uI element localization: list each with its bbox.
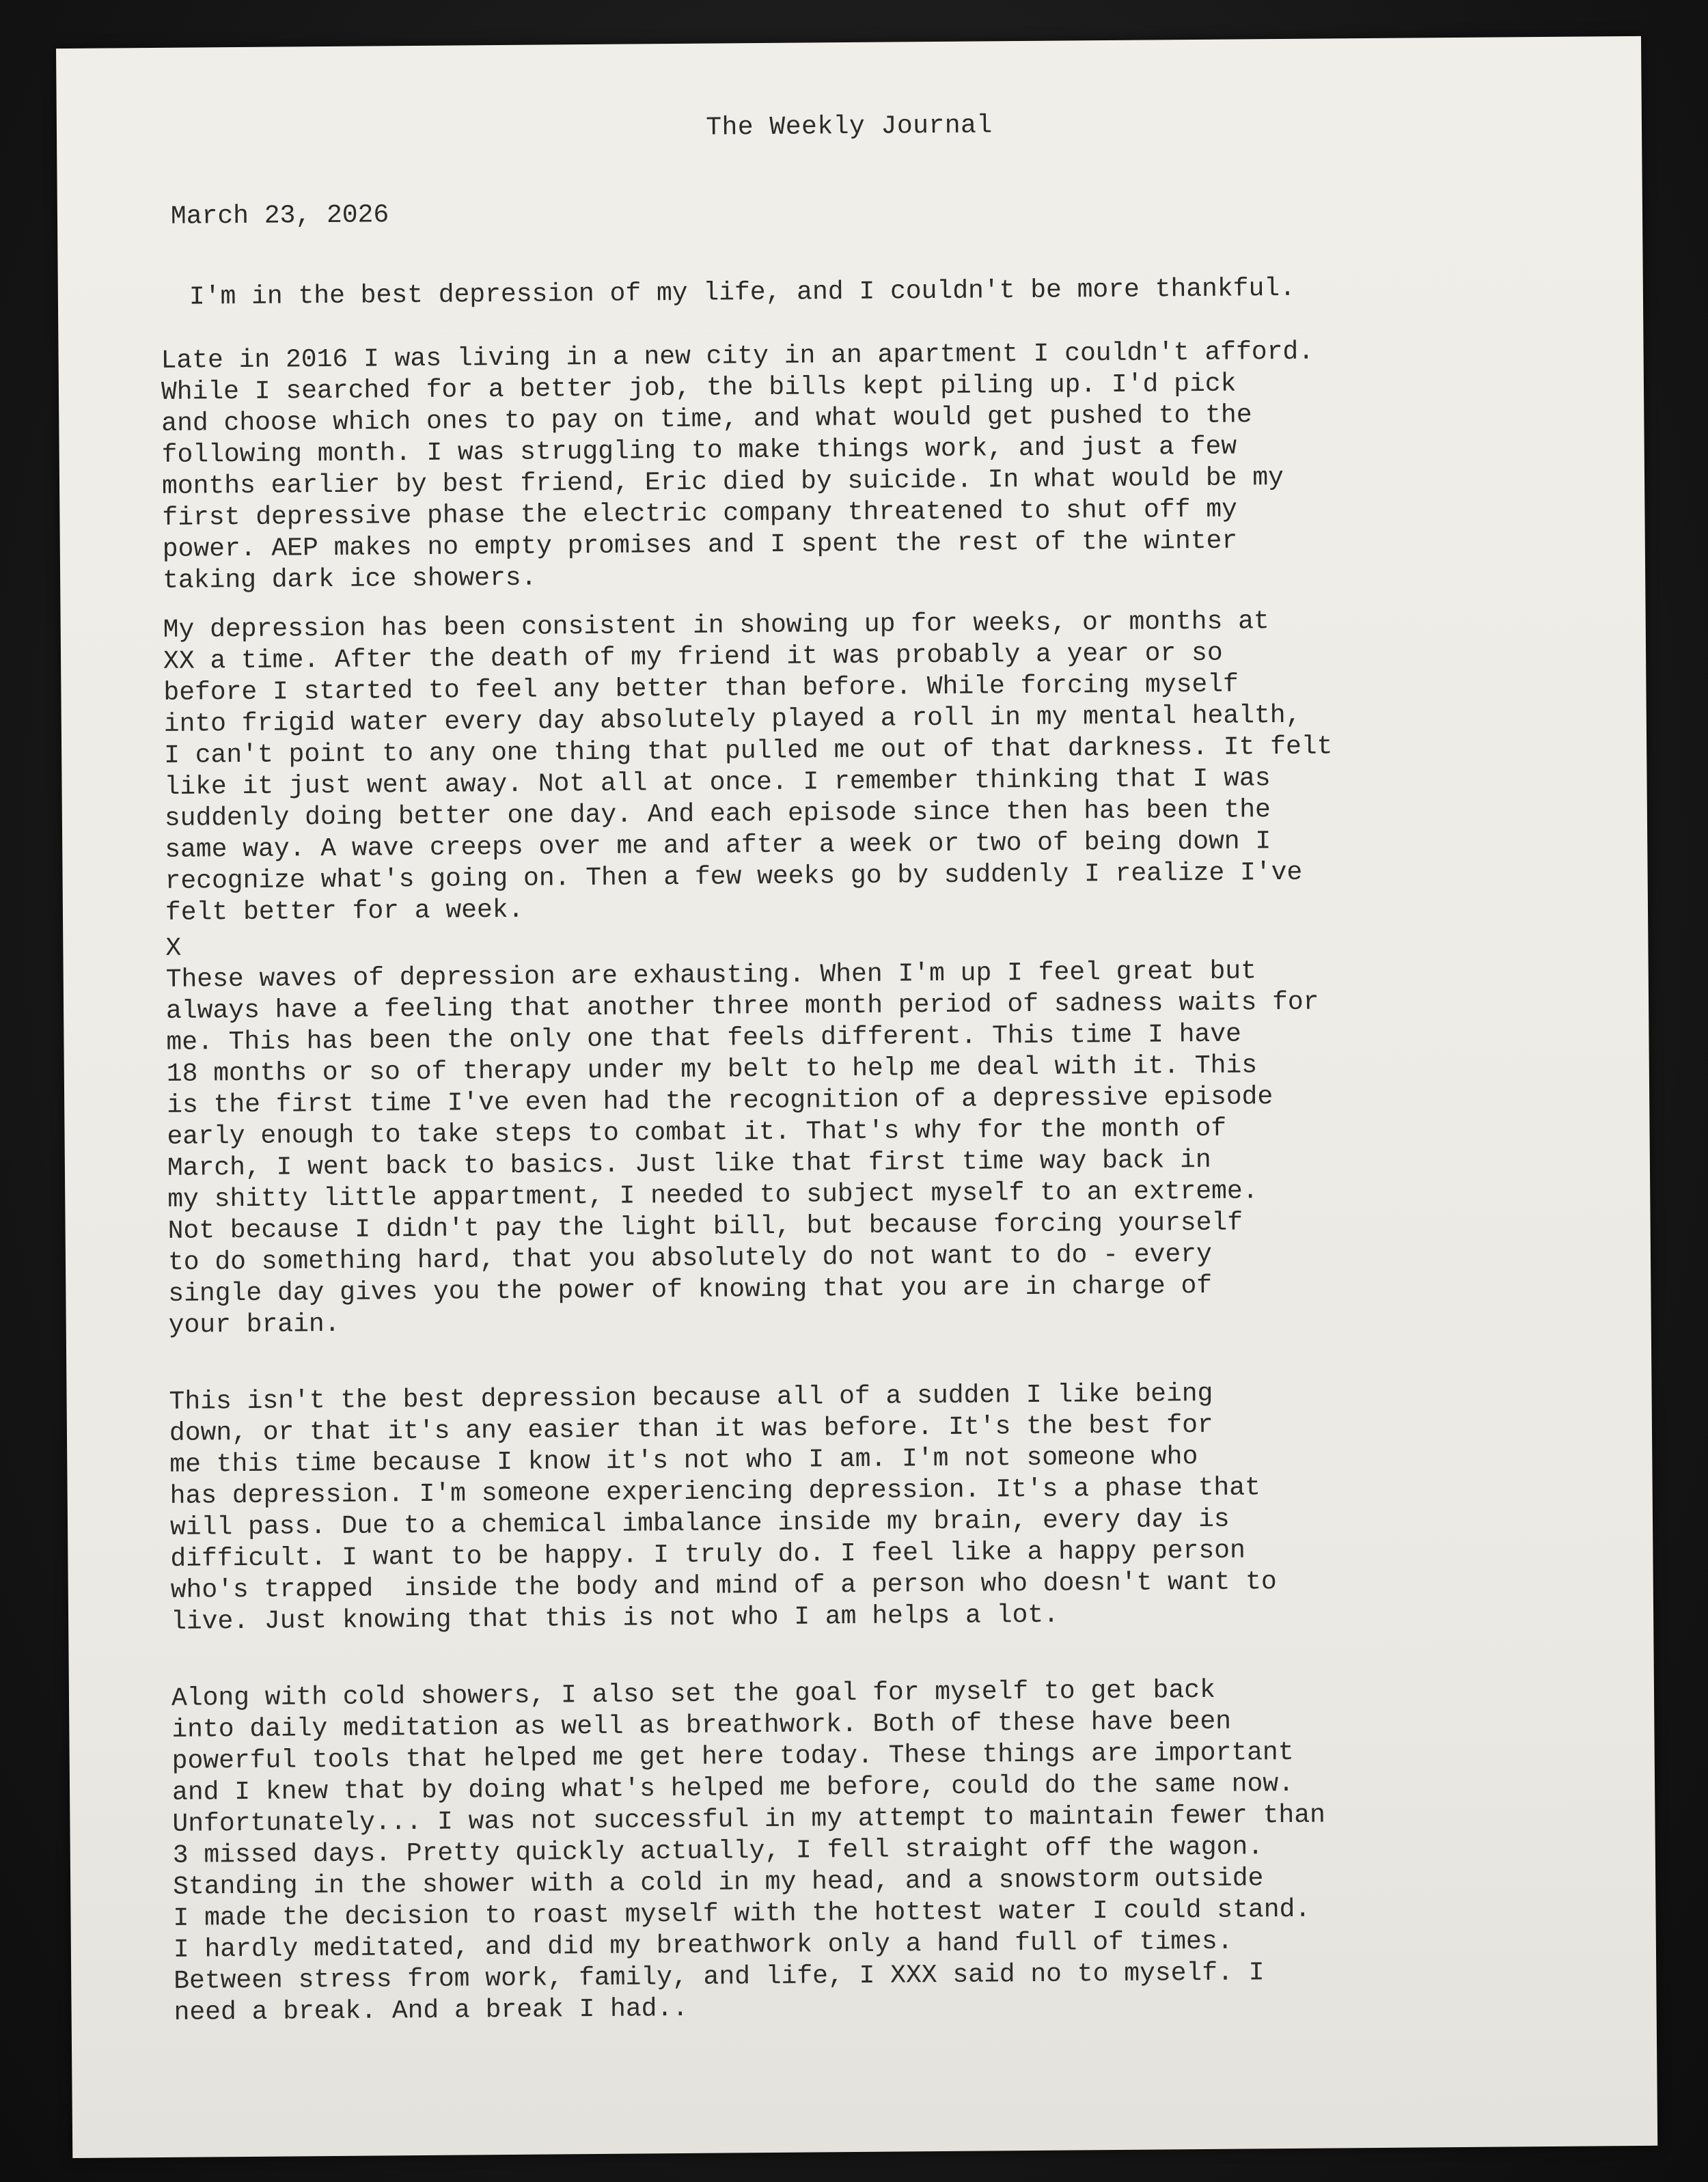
text-line: power. AEP makes no empty promises and I spent the rest of the winter — [162, 526, 1238, 564]
text-line: is the first time I've even had the recognition of a depressive episode — [167, 1082, 1273, 1120]
text-line: XX a time. After the death of my friend it was probably a year or so — [163, 638, 1223, 676]
text-line: following month. I was struggling to make things work, and just a few — [161, 432, 1237, 470]
text-line: Between stress from work, family, and life, I XXX said no to myself. I — [174, 1958, 1265, 1996]
text-line: need a break. And a break I had.. — [174, 1993, 689, 2028]
text-line: Standing in the shower with a cold in my head, and a snowstorm outside — [173, 1864, 1264, 1902]
text-line: I can't point to any one thing that pulled me out of that darkness. It felt — [164, 732, 1333, 771]
paragraph-1 — [161, 335, 1543, 597]
paragraph-4 — [169, 1376, 1551, 1638]
text-line: into frigid water every day absolutely played a roll in my mental health, — [163, 700, 1301, 739]
text-line: down, or that it's any easier than it was before. It's the best for — [169, 1410, 1213, 1448]
paragraph-2 — [163, 604, 1546, 929]
text-line: like it just went away. Not all at once. I remember thinking that I was — [164, 764, 1271, 802]
text-line: March, I went back to basics. Just like that first time way back in — [167, 1145, 1211, 1183]
text-line: This isn't the best depression because all of a sudden I like being — [169, 1379, 1213, 1417]
text-line: first depressive phase the electric company threatened to shut off my — [162, 495, 1238, 533]
text-line: Late in 2016 I was living in a new city in an apartment I couldn't afford. — [161, 337, 1314, 376]
text-line: Unfortunately... I was not successful in my attempt to maintain fewer than — [172, 1800, 1326, 1839]
text-line: live. Just knowing that this is not who I am helps a lot. — [170, 1600, 1060, 1637]
text-line: and I knew that by doing what's helped me before, could do the same now. — [171, 1769, 1295, 1808]
paragraph-3 — [166, 954, 1549, 1342]
text-line: my shitty little appartment, I needed to subject myself to an extreme. — [167, 1176, 1258, 1215]
stray-x-mark: X — [165, 933, 182, 963]
journal-title: The Weekly Journal — [706, 111, 993, 143]
text-line: taking dark ice showers. — [162, 563, 537, 596]
text-line: Not because I didn't pay the light bill, but because forcing yourself — [167, 1208, 1243, 1246]
text-line: months earlier by best friend, Eric died by suicide. In what would be my — [161, 463, 1284, 501]
text-line: 3 missed days. Pretty quickly actually, I fell straight off the wagon. — [172, 1832, 1264, 1870]
text-line: My depression has been consistent in showing up for weeks, or months at — [163, 607, 1269, 645]
text-line: These waves of depression are exhausting. When I'm up I feel great but — [165, 956, 1257, 995]
paragraph-5 — [171, 1672, 1554, 2029]
text-line: your brain. — [168, 1309, 340, 1340]
text-line: While I searched for a better job, the bills kept piling up. I'd pick — [161, 369, 1237, 407]
text-line: difficult. I want to be happy. I truly do. I feel like a happy person — [170, 1536, 1245, 1574]
text-line: same way. A wave creeps over me and after a week or two of being down I — [165, 827, 1271, 865]
text-line: me. This has been the only one that feels different. This time I have — [166, 1019, 1242, 1058]
text-line: single day gives you the power of knowing that you are in charge of — [168, 1271, 1213, 1309]
text-line: always have a feeling that another three month period of sadness waits for — [165, 987, 1319, 1026]
text-line: early enough to take steps to combat it. That's why for the month of — [167, 1114, 1227, 1152]
text-line: me this time because I know it's not who I am. I'm not someone who — [169, 1442, 1198, 1480]
text-line: before I started to feel any better than before. While forcing myself — [163, 669, 1239, 708]
text-line: into daily meditation as well as breathwork. Both of these have been — [171, 1707, 1232, 1745]
text-line: I hardly meditated, and did my breathwork only a hand full of times. — [173, 1926, 1233, 1965]
text-line: suddenly doing better one day. And each episode since then has been the — [164, 795, 1271, 833]
text-line: will pass. Due to a chemical imbalance inside my brain, every day is — [169, 1504, 1230, 1543]
text-line: to do something hard, that you absolutely do not want to do - every — [167, 1239, 1212, 1278]
text-line: who's trapped inside the body and mind of a person who doesn't want to — [170, 1567, 1277, 1605]
text-line: felt better for a week. — [165, 895, 524, 928]
text-line: Along with cold showers, I also set the goal for myself to get back — [171, 1675, 1215, 1713]
text-line: and choose which ones to pay on time, and what would get pushed to the — [161, 400, 1252, 439]
typewritten-page — [56, 36, 1657, 2158]
text-line: 18 months or so of therapy under my belt to help me deal with it. This — [166, 1051, 1258, 1089]
text-line: recognize what's going on. Then a few weeks go by suddenly I realize I've — [165, 857, 1303, 896]
text-line: I made the decision to roast myself with the hottest water I could stand. — [173, 1894, 1311, 1933]
entry-date: March 23, 2026 — [170, 200, 389, 232]
opening-line: I'm in the best depression of my life, and I couldn't be more thankful. — [189, 273, 1296, 312]
text-line: has depression. I'm someone experiencing depression. It's a phase that — [169, 1473, 1261, 1511]
text-line: powerful tools that helped me get here today. These things are important — [171, 1737, 1294, 1776]
